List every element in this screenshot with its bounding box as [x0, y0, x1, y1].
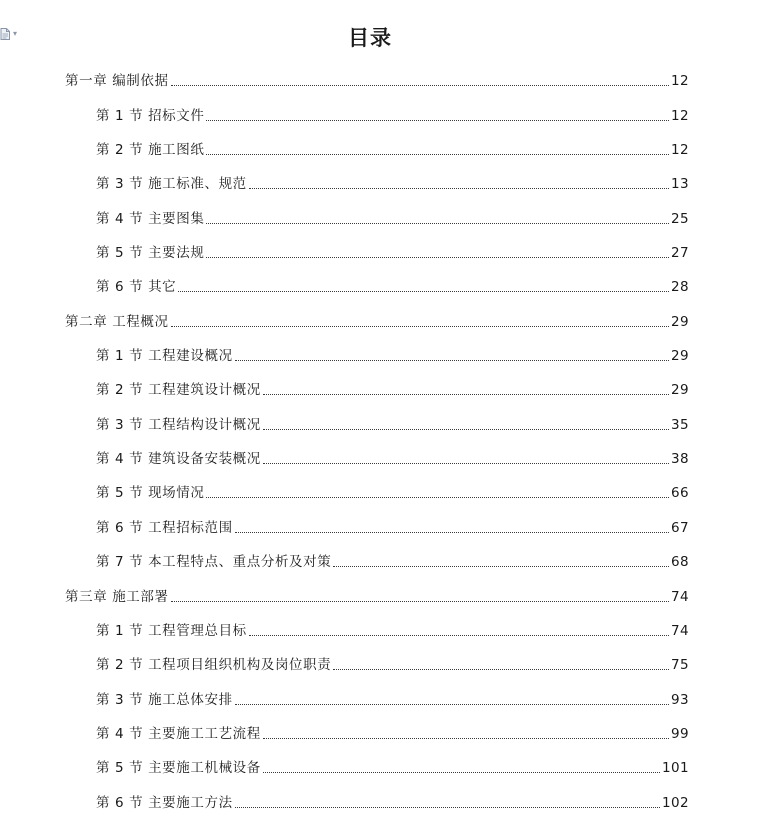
toc-entry-line [96, 795, 689, 811]
dot-leader [249, 188, 669, 189]
toc-page-number: 12 [671, 142, 689, 159]
toc-entry-line [65, 314, 689, 330]
toc-entry-line [96, 520, 689, 536]
toc-entry-label: 第 4 节 主要图集 [96, 210, 205, 227]
dot-leader [249, 635, 669, 636]
toc-page-number: 93 [671, 691, 689, 708]
toc-section-entry[interactable] [0, 782, 779, 816]
dot-leader [206, 257, 669, 258]
toc-entry-label: 第 7 节 本工程特点、重点分析及对策 [96, 554, 332, 571]
toc-chapter-entry[interactable] [0, 61, 779, 95]
toc-entry-label: 第 5 节 现场情况 [96, 485, 205, 502]
toc-entry-label: 第 4 节 主要施工工艺流程 [96, 725, 261, 742]
toc-page-number: 68 [671, 554, 689, 571]
toc-section-entry[interactable] [0, 130, 779, 164]
toc-entry-label: 第 5 节 主要法规 [96, 245, 205, 262]
dot-leader [206, 120, 669, 121]
toc-chapter-entry[interactable] [0, 301, 779, 335]
toc-entry-label: 第 2 节 工程建筑设计概况 [96, 382, 261, 399]
chevron-down-icon: ▾ [13, 29, 18, 38]
toc-page-number: 35 [671, 416, 689, 433]
toc-entry-label: 第 2 节 工程项目组织机构及岗位职责 [96, 657, 332, 674]
toc-entry-line [65, 73, 689, 89]
toc-page-number: 27 [671, 245, 689, 262]
toc-section-entry[interactable] [0, 404, 779, 438]
toc-page-number: 101 [662, 760, 689, 777]
toc-section-entry[interactable] [0, 679, 779, 713]
toc-entry-line [96, 760, 689, 776]
toc-entry-label: 第三章 施工部署 [65, 588, 169, 605]
toc-section-entry[interactable] [0, 336, 779, 370]
toc-entry-line [96, 211, 689, 227]
toc-entry-label: 第 3 节 工程结构设计概况 [96, 416, 261, 433]
dot-leader [206, 154, 669, 155]
toc-entry-label: 第一章 编制依据 [65, 73, 169, 90]
toc-page-number: 25 [671, 210, 689, 227]
toc-page-number: 29 [671, 382, 689, 399]
toc-section-entry[interactable] [0, 748, 779, 782]
toc-entry-line [65, 589, 689, 605]
dot-leader [235, 704, 669, 705]
dot-leader [333, 669, 669, 670]
toc-entry-line [96, 657, 689, 673]
toc-entry-label: 第 2 节 施工图纸 [96, 142, 205, 159]
toc-section-entry[interactable] [0, 542, 779, 576]
toc-entry-line [96, 142, 689, 158]
toc-entry-line [96, 176, 689, 192]
dot-leader [263, 738, 669, 739]
toc-section-entry[interactable] [0, 473, 779, 507]
toc-entry-line [96, 451, 689, 467]
dot-leader [171, 85, 669, 86]
dot-leader [235, 532, 669, 533]
toc-entry-label: 第 4 节 建筑设备安装概况 [96, 451, 261, 468]
toc-page-number: 13 [671, 176, 689, 193]
toc-entry-label: 第 6 节 工程招标范围 [96, 519, 233, 536]
toc-entry-line [96, 726, 689, 742]
toc-page-number: 66 [671, 485, 689, 502]
toc-section-entry[interactable] [0, 507, 779, 541]
dot-leader [263, 394, 669, 395]
toc-page-number: 102 [662, 794, 689, 811]
toc-entry-line [96, 108, 689, 124]
toc-page-number: 29 [671, 313, 689, 330]
toc-page-number: 67 [671, 519, 689, 536]
toc-entry-label: 第 1 节 工程建设概况 [96, 348, 233, 365]
toc-entry-label: 第 6 节 主要施工方法 [96, 794, 233, 811]
toc-section-entry[interactable] [0, 611, 779, 645]
page-title: 目录 [348, 25, 392, 50]
toc-section-entry[interactable] [0, 95, 779, 129]
toc-entry-label: 第 1 节 招标文件 [96, 107, 205, 124]
dot-leader [206, 223, 669, 224]
table-of-contents [0, 61, 779, 817]
toc-entry-label: 第 1 节 工程管理总目标 [96, 622, 247, 639]
toc-entry-label: 第二章 工程概况 [65, 313, 169, 330]
toc-section-entry[interactable] [0, 198, 779, 232]
dot-leader [171, 326, 669, 327]
dot-leader [263, 463, 669, 464]
toc-section-entry[interactable] [0, 645, 779, 679]
toc-entry-label: 第 3 节 施工总体安排 [96, 691, 233, 708]
dot-leader [178, 291, 669, 292]
toc-section-entry[interactable] [0, 714, 779, 748]
dot-leader [263, 772, 660, 773]
toc-page-number: 75 [671, 657, 689, 674]
dot-leader [171, 601, 669, 602]
toc-entry-label: 第 6 节 其它 [96, 279, 177, 296]
dot-leader [206, 497, 669, 498]
toc-entry-line [96, 417, 689, 433]
dot-leader [333, 566, 669, 567]
toc-page-number: 29 [671, 348, 689, 365]
toc-page-number: 28 [671, 279, 689, 296]
toc-section-entry[interactable] [0, 267, 779, 301]
toc-page-number: 74 [671, 622, 689, 639]
toc-page-number: 12 [671, 73, 689, 90]
dot-leader [263, 429, 669, 430]
toc-page-number: 38 [671, 451, 689, 468]
toc-page-number: 74 [671, 588, 689, 605]
toc-page-number: 12 [671, 107, 689, 124]
toc-section-entry[interactable] [0, 439, 779, 473]
toc-entry-line [96, 382, 689, 398]
toc-section-entry[interactable] [0, 370, 779, 404]
toc-entry-line [96, 554, 689, 570]
dot-leader [235, 360, 669, 361]
toc-page-number: 99 [671, 725, 689, 742]
toc-entry-line [96, 692, 689, 708]
toc-entry-line [96, 485, 689, 501]
toc-entry-line [96, 245, 689, 261]
toc-entry-line [96, 279, 689, 295]
toc-entry-label: 第 5 节 主要施工机械设备 [96, 760, 261, 777]
toc-section-entry[interactable] [0, 233, 779, 267]
toc-entry-line [96, 348, 689, 364]
toc-entry-label: 第 3 节 施工标准、规范 [96, 176, 247, 193]
toc-chapter-entry[interactable] [0, 576, 779, 610]
toc-section-entry[interactable] [0, 164, 779, 198]
toc-entry-line [96, 623, 689, 639]
dot-leader [235, 807, 660, 808]
